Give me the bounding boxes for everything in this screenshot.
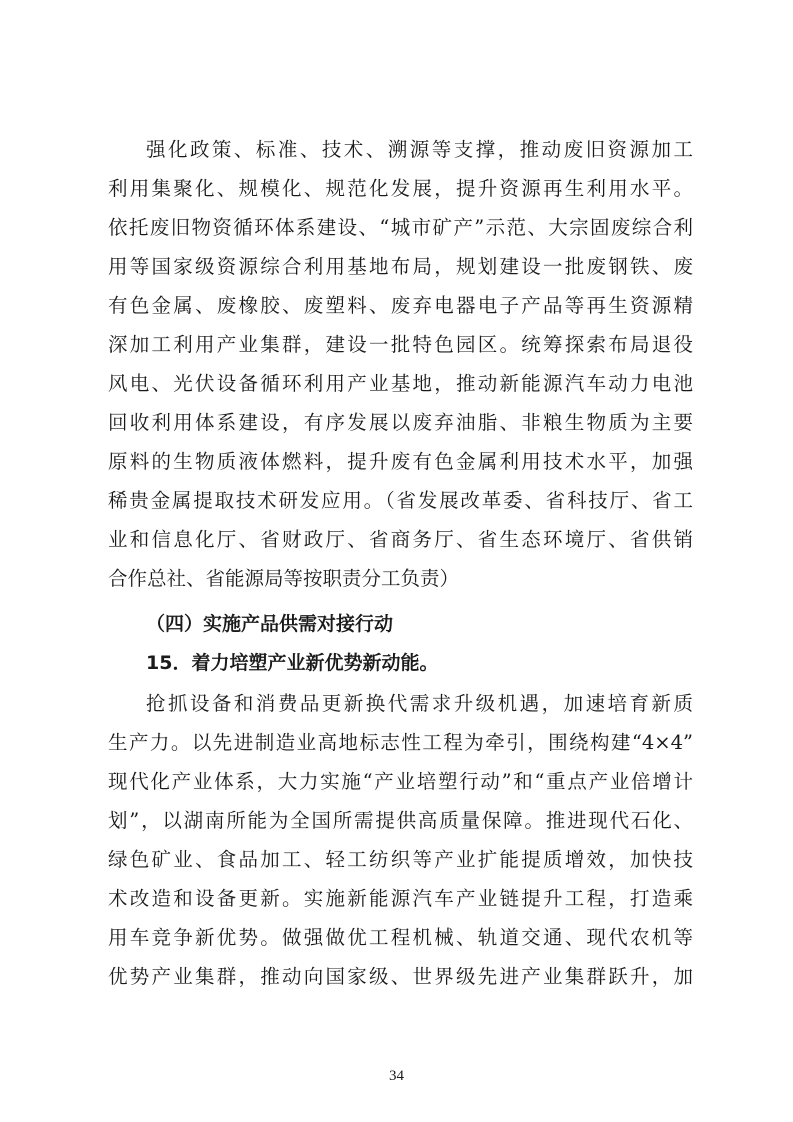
paragraph-line: 依托废旧物资循环体系建设、“城市矿产”示范、大宗固废综合利 <box>108 216 693 239</box>
paragraph-line: 稀贵金属提取技术研发应用。（省发展改革委、省科技厅、省工 <box>108 489 693 512</box>
paragraph-line: 优势产业集群，推动向国家级、世界级先进产业集群跃升，加 <box>108 965 693 988</box>
paragraph-line: 现代化产业体系，大力实施“产业培塑行动”和“重点产业倍增计 <box>108 770 693 793</box>
item-heading: 15．着力培塑产业新优势新动能。 <box>146 652 439 674</box>
paragraph-line: 强化政策、标准、技术、溯源等支撑，推动废旧资源加工 <box>146 138 693 161</box>
paragraph-line: 用车竞争新优势。做强做优工程机械、轨道交通、现代农机等 <box>108 926 693 949</box>
paragraph-line: 业和信息化厅、省财政厅、省商务厅、省生态环境厅、省供销 <box>108 528 693 551</box>
section-heading: （四）实施产品供需对接行动 <box>146 613 394 635</box>
paragraph-line: 用等国家级资源综合利用基地布局，规划建设一批废钢铁、废 <box>108 255 693 278</box>
paragraph-line: 原料的生物质液体燃料，提升废有色金属利用技术水平，加强 <box>108 450 693 473</box>
paragraph-line: 深加工利用产业集群，建设一批特色园区。统筹探索布局退役 <box>108 333 693 356</box>
page-number: 34 <box>389 1068 404 1084</box>
paragraph-line: 术改造和设备更新。实施新能源汽车产业链提升工程，打造乘 <box>108 887 693 910</box>
paragraph-line: 利用集聚化、规模化、规范化发展，提升资源再生利用水平。 <box>108 177 693 200</box>
paragraph-line: 划”，以湖南所能为全国所需提供高质量保障。推进现代石化、 <box>108 809 693 832</box>
paragraph-line: 抢抓设备和消费品更新换代需求升级机遇，加速培育新质 <box>146 692 693 715</box>
paragraph-line: 绿色矿业、食品加工、轻工纺织等产业扩能提质增效，加快技 <box>108 848 693 871</box>
paragraph-line: 生产力。以先进制造业高地标志性工程为牵引，围绕构建“4×4” <box>108 731 693 754</box>
paragraph-line: 合作总社、省能源局等按职责分工负责） <box>108 567 460 590</box>
paragraph-line: 风电、光伏设备循环利用产业基地，推动新能源汽车动力电池 <box>108 372 693 395</box>
paragraph-line: 回收利用体系建设，有序发展以废弃油脂、非粮生物质为主要 <box>108 411 693 434</box>
paragraph-line: 有色金属、废橡胶、废塑料、废弃电器电子产品等再生资源精 <box>108 294 693 317</box>
